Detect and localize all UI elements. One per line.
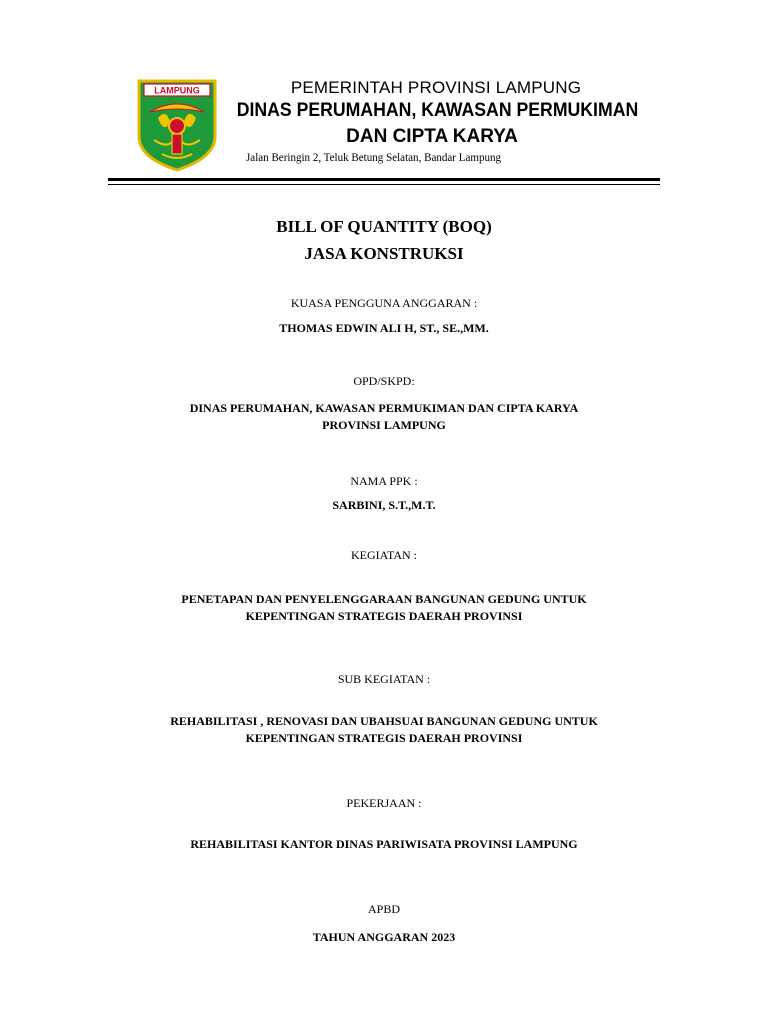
opd-label: OPD/SKPD: [353, 374, 415, 388]
ppk-label: NAMA PPK : [350, 474, 418, 488]
sub-kegiatan-value-line1: REHABILITASI , RENOVASI DAN UBAHSUAI BANGUNAN GEDUNG UNTUK [170, 714, 598, 728]
letterhead-government-name: PEMERINTAH PROVINSI LAMPUNG [290, 78, 582, 97]
kegiatan-label: KEGIATAN : [350, 548, 418, 562]
opd-value-line1: DINAS PERUMAHAN, KAWASAN PERMUKIMAN DAN CIPTA KARYA [189, 401, 579, 415]
kegiatan-value-line1: PENETAPAN DAN PENYELENGGARAAN BANGUNAN GEDUNG UNTUK [181, 592, 587, 606]
emblem-lettering: LAMPUNG [154, 85, 200, 96]
sub-kegiatan-label: SUB KEGIATAN : [337, 672, 431, 686]
sub-kegiatan-value-line2: KEPENTINGAN STRATEGIS DAERAH PROVINSI [245, 731, 523, 745]
kpa-value: THOMAS EDWIN ALI H, ST., SE.,MM. [279, 321, 489, 335]
letterhead-divider-thick [108, 178, 660, 181]
letterhead [0, 0, 768, 190]
funding-source-label: APBD [367, 902, 400, 916]
letterhead-agency-name: DINAS PERUMAHAN, KAWASAN PERMUKIMAN [236, 100, 639, 121]
pekerjaan-label: PEKERJAAN : [346, 796, 422, 810]
letterhead-agency-name-cont: DAN CIPTA KARYA [346, 126, 518, 147]
document-subtitle: JASA KONSTRUKSI [304, 244, 464, 263]
lampung-province-emblem-icon [136, 78, 218, 172]
fiscal-year: TAHUN ANGGARAN 2023 [312, 930, 456, 944]
opd-value-line2: PROVINSI LAMPUNG [322, 418, 446, 432]
letterhead-address: Jalan Beringin 2, Teluk Betung Selatan, Bandar Lampung [246, 150, 502, 164]
pekerjaan-value: REHABILITASI KANTOR DINAS PARIWISATA PROVINSI LAMPUNG [190, 837, 578, 851]
ppk-value: SARBINI, S.T.,M.T. [332, 498, 436, 512]
kpa-label: KUASA PENGGUNA ANGGARAN : [290, 296, 478, 310]
letterhead-divider-thin [108, 184, 660, 185]
kegiatan-value-line2: KEPENTINGAN STRATEGIS DAERAH PROVINSI [245, 609, 523, 623]
document-title: BILL OF QUANTITY (BOQ) [276, 217, 492, 236]
